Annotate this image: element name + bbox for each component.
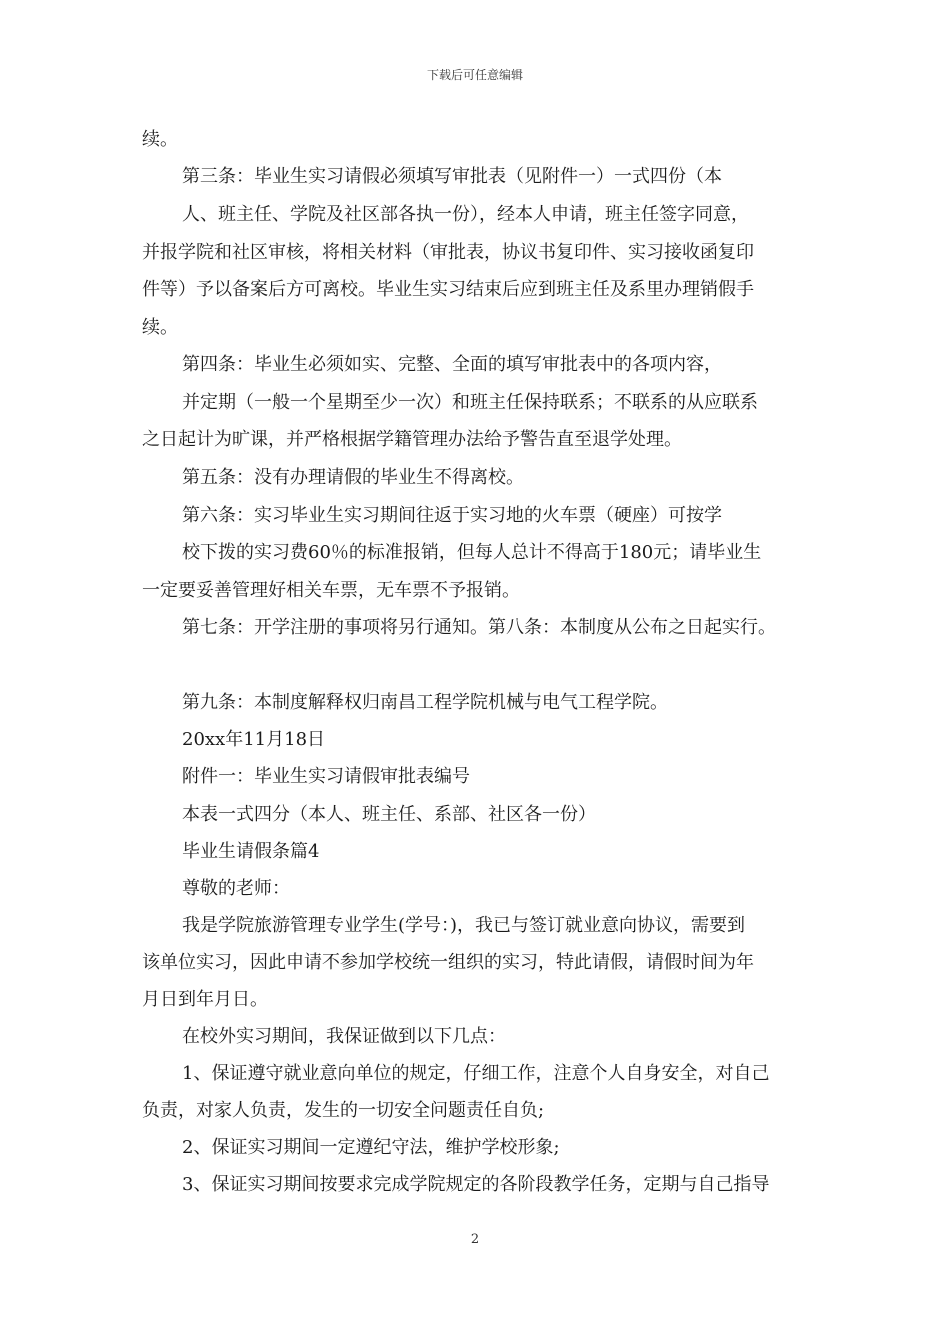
text-line: 1、保证遵守就业意向单位的规定，仔细工作，注意个人自身安全，对自己 bbox=[182, 1063, 770, 1084]
text-line: 毕业生请假条篇4 bbox=[182, 841, 320, 862]
text-line: 第四条：毕业生必须如实、完整、全面的填写审批表中的各项内容， bbox=[182, 354, 722, 375]
text-line: 人、班主任、学院及社区部各执一份），经本人申请，班主任签字同意， bbox=[182, 204, 749, 225]
text-line: 我是学院旅游管理专业学生(学号：)，我已与签订就业意向协议，需要到 bbox=[182, 915, 746, 936]
text-line: 本表一式四分（本人、班主任、系部、社区各一份） bbox=[182, 804, 596, 825]
text-line: 负责，对家人负责，发生的一切安全问题责任自负; bbox=[142, 1100, 545, 1121]
text-line: 第三条：毕业生实习请假必须填写审批表（见附件一）一式四份（本 bbox=[182, 166, 722, 187]
text-line: 并报学院和社区审核，将相关材料（审批表，协议书复印件、实习接收函复印 bbox=[142, 242, 754, 263]
page-header: 下载后可任意编辑 bbox=[426, 68, 523, 82]
text-line: 一定要妥善管理好相关车票，无车票不予报销。 bbox=[142, 580, 520, 601]
text-line: 3、保证实习期间按要求完成学院规定的各阶段教学任务，定期与自己指导 bbox=[182, 1174, 770, 1195]
text-line: 第六条：实习毕业生实习期间往返于实习地的火车票（硬座）可按学 bbox=[182, 505, 722, 526]
text-line: 附件一：毕业生实习请假审批表编号 bbox=[182, 766, 470, 787]
text-line: 尊敬的老师： bbox=[182, 878, 290, 899]
page-number: 2 bbox=[470, 1232, 480, 1247]
text-line: 并定期（一般一个星期至少一次）和班主任保持联系；不联系的从应联系 bbox=[182, 392, 758, 413]
text-line: 2、保证实习期间一定遵纪守法，维护学校形象; bbox=[182, 1137, 560, 1158]
text-line: 续。 bbox=[142, 129, 178, 150]
text-line: 之日起计为旷课，并严格根据学籍管理办法给予警告直至退学处理。 bbox=[142, 429, 682, 450]
text-line: 该单位实习，因此申请不参加学校统一组织的实习，特此请假，请假时间为年 bbox=[142, 952, 754, 973]
text-line: 月日到年月日。 bbox=[142, 989, 268, 1010]
text-line: 20xx年11月18日 bbox=[182, 729, 326, 750]
text-line: 第九条：本制度解释权归南昌工程学院机械与电气工程学院。 bbox=[182, 692, 668, 713]
text-line: 第五条：没有办理请假的毕业生不得离校。 bbox=[182, 467, 524, 488]
text-line: 续。 bbox=[142, 317, 178, 338]
text-line: 在校外实习期间，我保证做到以下几点： bbox=[182, 1026, 506, 1047]
text-line: 第七条：开学注册的事项将另行通知。第八条：本制度从公布之日起实行。 bbox=[182, 617, 776, 638]
text-line: 件等）予以备案后方可离校。毕业生实习结束后应到班主任及系里办理销假手 bbox=[142, 279, 754, 300]
text-line: 校下拨的实习费60％的标准报销，但每人总计不得高于180元；请毕业生 bbox=[182, 542, 762, 563]
